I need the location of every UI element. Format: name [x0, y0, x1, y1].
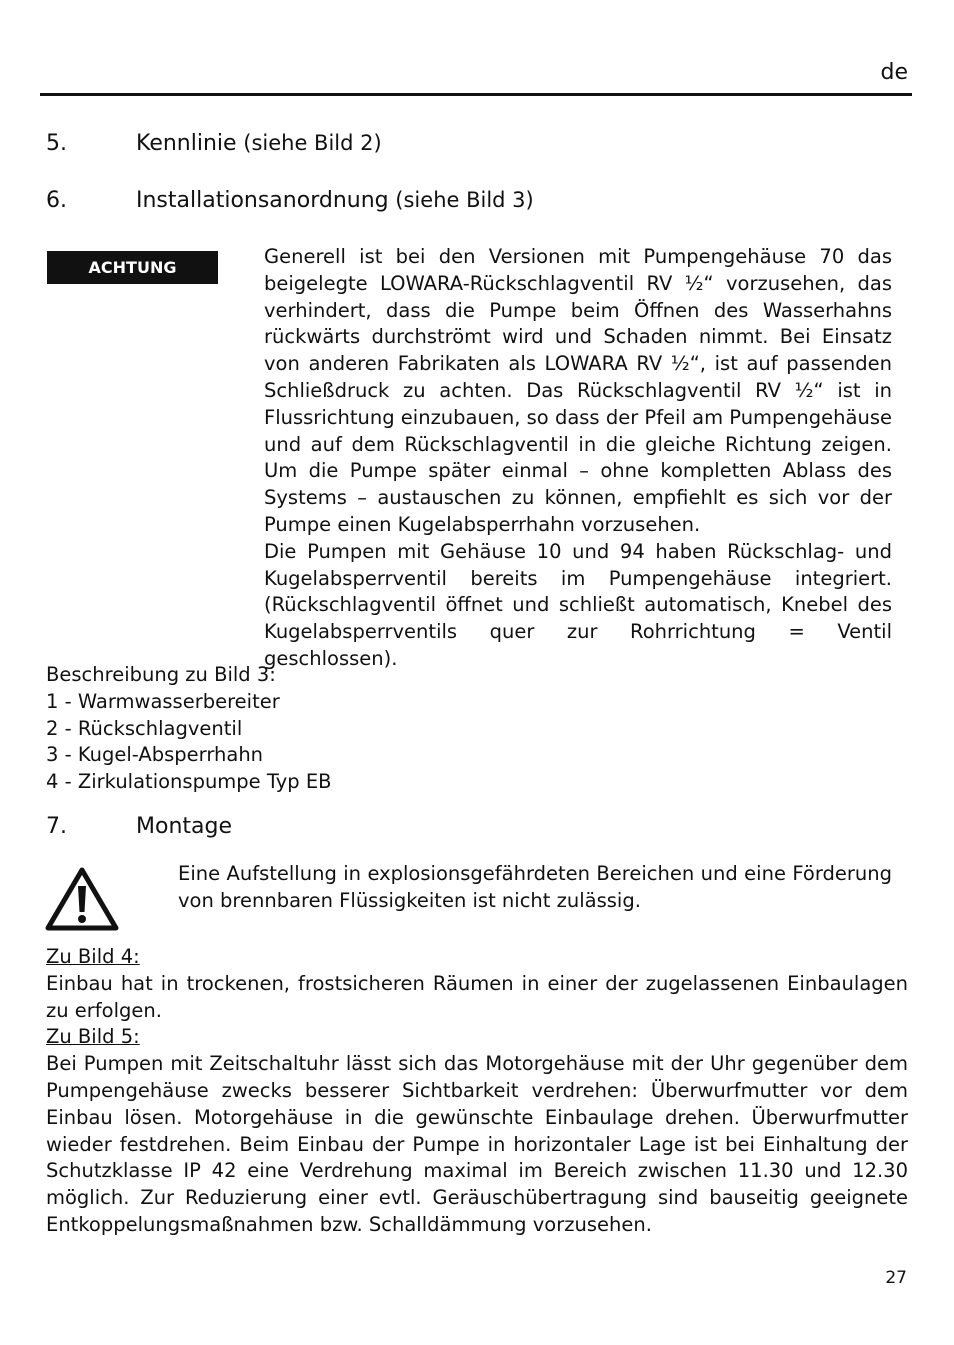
bild5-label: Zu Bild 5:: [46, 1025, 140, 1049]
achtung-badge: ACHTUNG: [47, 251, 218, 284]
notice-paragraph-1: Generell ist bei den Versionen mit Pumpengehäuse 70 das beigelegte LOWARA-Rückschlagventil RV ½“ vorzusehen, das verhindert, dass die Pumpe beim Öffnen des Wasserhahns rückwärts durchströmt wird und Schaden nimmt. Bei Einsatz von anderen Fabrikaten als LOWARA RV ½“, ist auf passenden Schließdruck zu achten. Das Rückschlagventil RV ½“ ist in Flussrichtung einzubauen, so dass der Pfeil am Pumpengehäuse und auf dem Rückschlagventil in die gleiche Richtung zeigen. Um die Pumpe später einmal – ohne kompletten Ablass des Systems – austauschen zu können, empfiehlt es sich vor der Pumpe einen Kugelabsperrhahn vorzusehen.: [264, 245, 892, 536]
section-7-heading: [46, 814, 232, 839]
header-rule: [40, 93, 912, 96]
figure-legend: [46, 662, 646, 796]
bild4-label: Zu Bild 4:: [46, 945, 140, 968]
section-title: Kennlinie: [136, 131, 237, 156]
bild4-text: Einbau hat in trockenen, frostsicheren Räumen in einer der zugelassenen Einbaulagen zu erfolgen.: [46, 971, 908, 1022]
section-number: 5.: [46, 131, 67, 156]
mounting-instructions: [46, 944, 908, 1239]
section-6-heading: [46, 188, 534, 213]
language-label: de: [880, 60, 908, 85]
notice-text: [264, 244, 892, 673]
warning-text: Eine Aufstellung in explosionsgefährdeten Bereichen und eine Förderung von brennbaren Flüssigkeiten ist nicht zulässig.: [178, 862, 892, 912]
legend-item: 1 - Warmwasserbereiter: [46, 689, 280, 713]
section-title: Montage: [136, 814, 232, 839]
page-number: 27: [885, 1268, 907, 1288]
section-reference: (siehe Bild 3): [388, 188, 534, 212]
legend-item: 3 - Kugel-Absperrhahn: [46, 743, 264, 767]
section-reference: (siehe Bild 2): [236, 131, 382, 155]
notice-paragraph-2: Die Pumpen mit Gehäuse 10 und 94 haben Rückschlag- und Kugelabsperrventil bereits im Pumpengehäuse integriert. (Rückschlagventil öffnet und schließt automatisch, Knebel des Kugelabsperrventils quer zur Rohrrichtung = Ventil geschlossen).: [264, 539, 892, 670]
section-number: 6.: [46, 188, 67, 213]
section-title: Installationsanordnung: [136, 188, 389, 213]
section-number: 7.: [46, 814, 67, 839]
legend-item: 4 - Zirkulationspumpe Typ EB: [46, 770, 332, 794]
bild5-text: Bei Pumpen mit Zeitschaltuhr lässt sich das Motorgehäuse mit der Uhr gegenüber dem Pumpengehäuse zwecks besserer Sichtbarkeit verdrehen: Überwurfmutter vor dem Einbau lösen. Motorgehäuse in die gewünschte Einbaulage drehen. Überwurfmutter wieder festdrehen. Beim Einbau der Pumpe in horizontaler Lage ist bei Einhaltung der Schutzklasse IP 42 eine Verdrehung maximal im Bereich zwischen 11.30 und 12.30 möglich. Zur Reduzierung einer evtl. Geräuschübertragung sind bauseitig geeignete Entkoppelungsmaßnahmen bzw. Schalldämmung vorzusehen.: [46, 1052, 908, 1236]
legend-title: Beschreibung zu Bild 3:: [46, 663, 276, 686]
warning-triangle-icon: [45, 866, 119, 932]
legend-item: 2 - Rückschlagventil: [46, 716, 243, 740]
section-5-heading: [46, 131, 382, 156]
